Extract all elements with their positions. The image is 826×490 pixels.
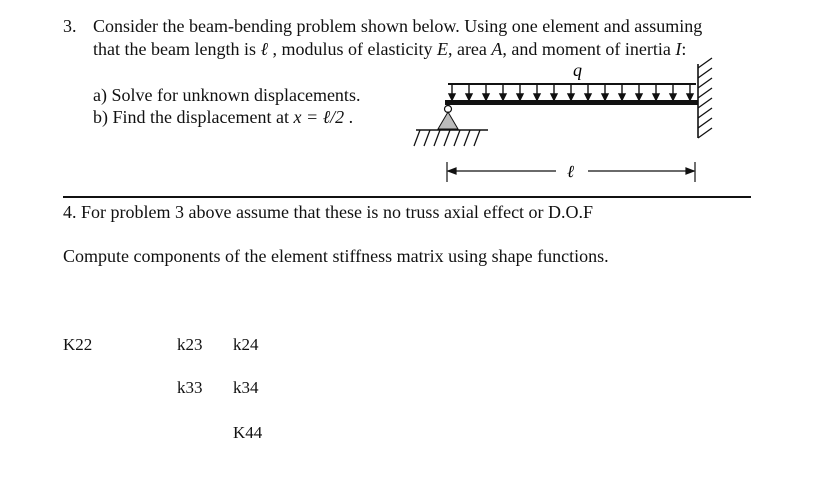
problem4-instruction: Compute components of the element stiffness matrix using shape functions. <box>63 246 609 266</box>
length-symbol: ℓ <box>260 39 268 59</box>
length-label: ℓ <box>567 162 575 181</box>
problem3-line1: Consider the beam-bending problem shown below. Using one element and assuming <box>93 16 703 36</box>
part-b-expression: x = ℓ/2 <box>293 107 345 127</box>
beam <box>445 100 698 105</box>
problem4-title: 4. For problem 3 above assume that these is no truss axial effect or D.O.F <box>63 202 594 222</box>
load-label-q: q <box>573 60 582 80</box>
modulus-symbol: E <box>436 39 448 59</box>
matrix-k23: k23 <box>177 335 203 354</box>
problem3-number: 3. <box>63 16 77 36</box>
part-a: a) Solve for unknown displacements. <box>93 85 361 105</box>
area-symbol: A <box>491 39 503 59</box>
line2-part-a: that the beam length is <box>93 39 261 59</box>
distributed-load-arrows <box>449 84 693 100</box>
matrix-k22: K22 <box>63 335 93 354</box>
matrix-k34: k34 <box>233 378 259 397</box>
inertia-symbol: I <box>675 39 682 59</box>
line2-part-d: , and moment of inertia <box>502 39 676 59</box>
line2-part-c: , area <box>447 39 492 59</box>
line2-part-b: , modulus of elasticity <box>267 39 437 59</box>
part-b-suffix: . <box>344 107 354 127</box>
part-b <box>93 108 353 126</box>
line2-part-e: : <box>681 39 687 59</box>
beam-diagram <box>390 50 730 190</box>
matrix-k33: k33 <box>177 378 203 397</box>
ground-hatch <box>414 130 480 146</box>
matrix-k44: K44 <box>233 423 263 442</box>
section-divider <box>63 196 751 198</box>
wall-hatch <box>698 58 712 138</box>
pin-support <box>438 112 458 129</box>
part-b-prefix: b) Find the displacement at <box>93 107 294 127</box>
matrix-k24: k24 <box>233 335 259 354</box>
